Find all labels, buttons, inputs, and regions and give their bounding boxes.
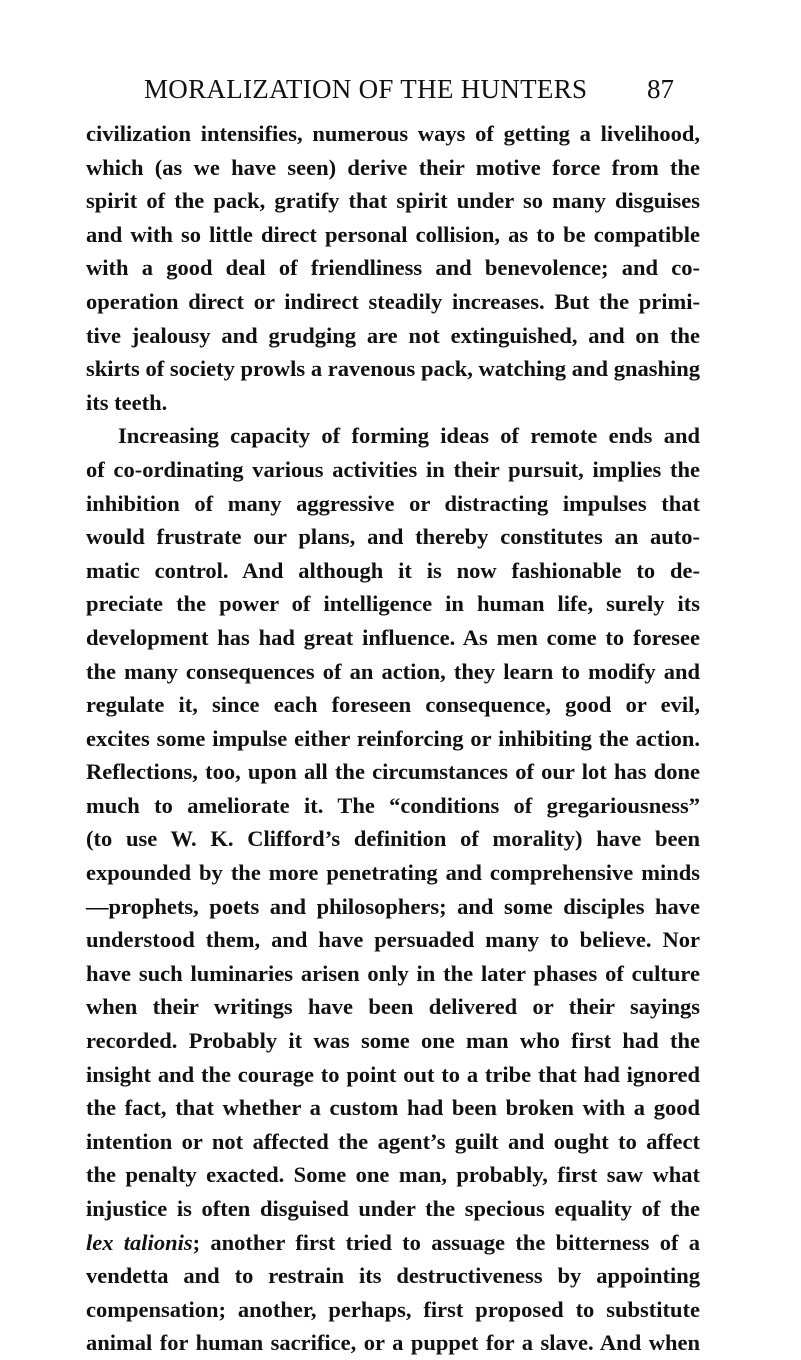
text-line: development has had great influence. As men come to foresee <box>86 624 700 650</box>
text-line: the penalty exacted. Some one man, probably, first saw what <box>86 1162 700 1188</box>
text-line: (to use W. K. Clifford’s definition of morality) have been <box>86 826 700 852</box>
text-line: animal for human sacrifice, or a puppet for a slave. And when <box>86 1330 700 1356</box>
line-text: ; another first tried to assuage the bitterness of a <box>192 1229 701 1255</box>
running-head <box>144 74 674 108</box>
text-line: the many consequences of an action, they learn to modify and <box>86 658 700 684</box>
text-line: insight and the courage to point out to a tribe that had ignored <box>86 1061 700 1087</box>
text-line: injustice is often disguised under the specious equality of the <box>86 1196 700 1221</box>
text-line: of co-ordinating various activities in their pursuit, implies the <box>86 456 700 482</box>
text-line: operation direct or indirect steadily increases. But the primi- <box>86 288 700 314</box>
text-line: its teeth. <box>86 389 168 415</box>
running-title: MORALIZATION OF THE HUNTERS <box>144 74 588 104</box>
page-number: 87 <box>647 74 674 104</box>
text-line: which (as we have seen) derive their motive force from the <box>86 154 700 180</box>
text-line: inhibition of many aggressive or distracting impulses that <box>86 490 700 516</box>
text-line: regulate it, since each foreseen consequence, good or evil, <box>86 692 700 718</box>
text-line <box>86 1226 700 1260</box>
text-line: and with so little direct personal collision, as to be compatible <box>86 221 700 247</box>
text-line: with a good deal of friendliness and benevolence; and co- <box>86 255 700 281</box>
text-line: —prophets, poets and philosophers; and some disciples have <box>86 893 700 919</box>
text-line: have such luminaries arisen only in the later phases of culture <box>86 960 700 986</box>
body-text <box>86 117 700 1360</box>
text-line: spirit of the pack, gratify that spirit under so many disguises <box>86 188 700 214</box>
text-line: matic control. And although it is now fashionable to de- <box>86 557 700 583</box>
text-line: skirts of society prowls a ravenous pack, watching and gnashing <box>86 356 700 382</box>
text-line: the fact, that whether a custom had been broken with a good <box>86 1095 700 1121</box>
text-line: intention or not affected the agent’s guilt and ought to affect <box>86 1128 700 1154</box>
text-line: Reflections, too, upon all the circumstances of our lot has done <box>86 759 700 785</box>
text-line: Increasing capacity of forming ideas of remote ends and <box>118 423 700 449</box>
text-line: compensation; another, perhaps, first proposed to substitute <box>86 1296 700 1322</box>
text-line: expounded by the more penetrating and comprehensive minds <box>86 860 700 886</box>
text-line: excites some impulse either reinforcing or inhibiting the action. <box>86 725 700 751</box>
text-line: much to ameliorate it. The “conditions of gregariousness” <box>86 792 700 818</box>
text-line: tive jealousy and grudging are not extinguished, and on the <box>86 322 700 348</box>
text-line: understood them, and have persuaded many to believe. Nor <box>86 927 700 953</box>
text-line: when their writings have been delivered or their sayings <box>86 994 700 1020</box>
text-line: recorded. Probably it was some one man who first had the <box>86 1028 700 1054</box>
text-line: vendetta and to restrain its destructiveness by appointing <box>86 1263 700 1289</box>
italic-phrase: lex talionis <box>86 1229 193 1255</box>
text-line: civilization intensifies, numerous ways of getting a livelihood, <box>86 121 700 146</box>
text-line: would frustrate our plans, and thereby constitutes an auto- <box>86 524 700 550</box>
text-line: preciate the power of intelligence in human life, surely its <box>86 591 700 617</box>
